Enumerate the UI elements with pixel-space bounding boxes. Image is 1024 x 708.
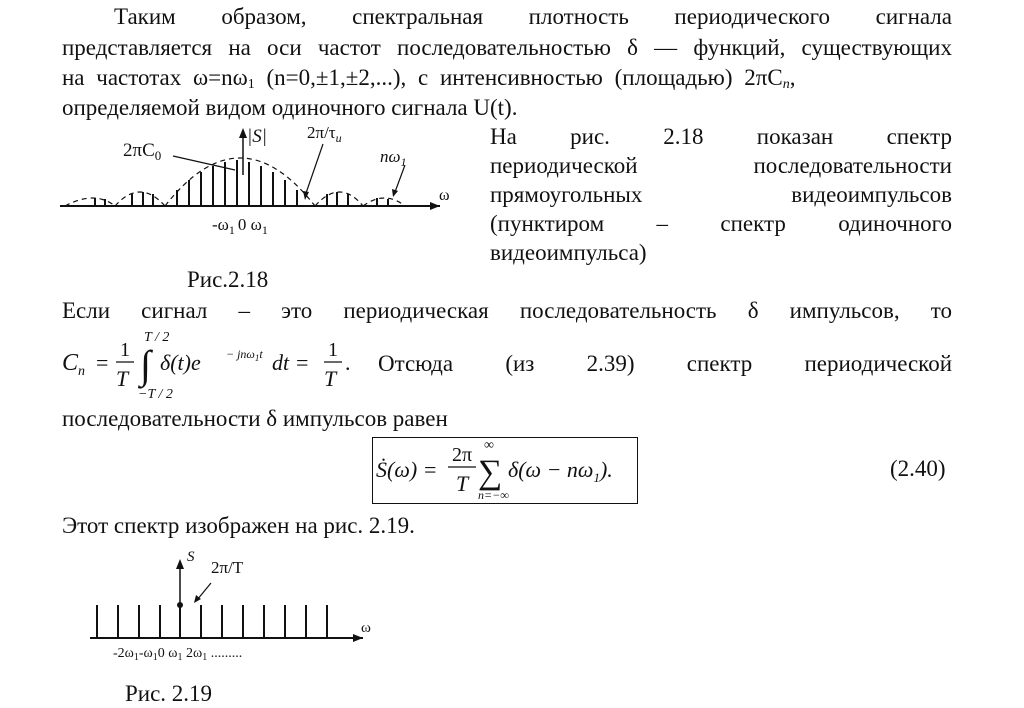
- svg-text:T: T: [324, 366, 337, 391]
- svg-text:=: =: [96, 350, 109, 375]
- axis-labels: $-2\omega_1-\omega_10$ $\omega_1$ $2\omega_1$ .........: [113, 646, 243, 663]
- svg-text:dt =: dt =: [272, 350, 310, 375]
- side-text-line-3: прямоугольных видеоимпульсов: [490, 182, 952, 207]
- label-omega: ω: [439, 187, 450, 204]
- svg-text:Cn: $C_n$: [62, 350, 86, 379]
- paragraph-2-line-2: Отсюда (из 2.39) спектр периодической: [378, 351, 952, 376]
- label-2pi-tau: $2\pi/\tau_u$: [307, 123, 342, 145]
- svg-text:T: T: [456, 471, 469, 496]
- side-text-line-2: периодической последовательности: [490, 153, 952, 178]
- side-text-line-1: На рис. 2.18 показан спектр: [490, 124, 952, 149]
- svg-text:1: 1: [120, 339, 130, 361]
- svg-text:.: .: [345, 350, 351, 375]
- figure-2-19-caption: Рис. 2.19: [125, 681, 213, 706]
- svg-text:− jnω1t: − jnω$_1$t: [226, 347, 263, 363]
- svg-text:∞: ∞: [484, 438, 494, 453]
- equation-cn: [60, 328, 360, 400]
- figure-2-18: [55, 120, 455, 245]
- side-text-line-5: видеоимпульса): [490, 240, 647, 265]
- svg-text:Ṡ(ω) =: Ṡ(ω) =: [376, 457, 438, 482]
- svg-text:∑: ∑: [478, 454, 503, 491]
- label-s-magnitude: |S|: [247, 126, 267, 147]
- label-s: S: [187, 549, 195, 565]
- equation-number-2-40: (2.40): [890, 456, 946, 481]
- svg-text:−T / 2: −T / 2: [138, 387, 173, 400]
- figure-2-18-caption: Рис.2.18: [187, 267, 269, 292]
- paragraph-2-line-1: Если сигнал – это периодическая последовательность δ импульсов, то: [62, 298, 952, 323]
- intensity-text: (n=0,±1,±2,...), с интенсивностью (площадью) 2πC: [266, 65, 783, 90]
- side-text-line-4: (пунктиром – спектр одиночного: [490, 211, 952, 236]
- figure-2-19: [85, 545, 405, 665]
- svg-text:T / 2: T / 2: [144, 330, 170, 345]
- paragraph-1-line-2: представляется на оси частот последовательностью δ — функций, существующих: [62, 35, 952, 60]
- frequency-text: на частотах ω=nω: [62, 65, 248, 90]
- equation-2-40: [372, 433, 642, 505]
- label-n-omega: $n\omega_1$: [380, 147, 407, 169]
- svg-text:n=−∞: n=−∞: [478, 488, 509, 502]
- paragraph-1-line-1: Таким образом, спектральная плотность периодического сигнала: [114, 4, 952, 29]
- svg-text:∫: ∫: [140, 342, 151, 387]
- svg-text:1: 1: [328, 339, 338, 361]
- paragraph-1-line-3: на частотах $\omega=n\omega_1$ (n=0,±1,±2,...), с интенсивностью (площадью) $2\pi C_n$,: [62, 65, 796, 92]
- label-2pi-c0: $2\pi C_0$: [123, 140, 162, 163]
- svg-text:δ(ω − nω1).: $\delta(\omega - n\omega_1)$.: [508, 457, 613, 485]
- label-omega: ω: [361, 620, 371, 636]
- label-2pi-T: 2π/T: [211, 558, 244, 577]
- paragraph-2-line-3: последовательности δ импульсов равен: [62, 406, 448, 431]
- svg-text:δ(t)e: δ(t)e: [160, 350, 201, 375]
- svg-text:T: T: [116, 366, 129, 391]
- paragraph-3-line-1: Этот спектр изображен на рис. 2.19.: [62, 513, 415, 538]
- svg-text:2π: 2π: [452, 444, 473, 466]
- label-axis-omega: $-\omega_1$ 0 $\omega_1$: [212, 215, 268, 237]
- paragraph-1-line-4: определяемой видом одиночного сигнала U(t).: [62, 95, 518, 120]
